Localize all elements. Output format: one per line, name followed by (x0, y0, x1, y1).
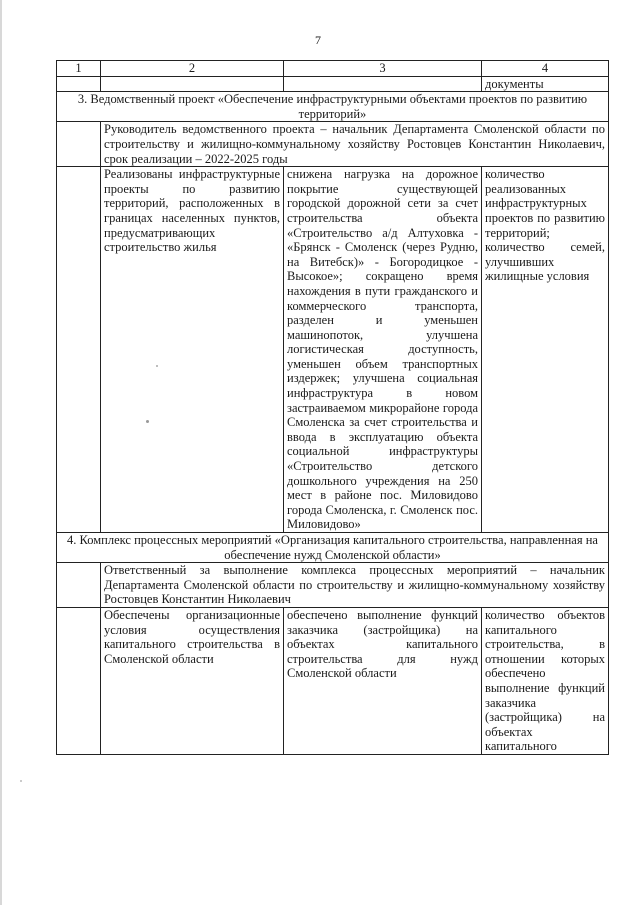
section-3-content-row (57, 167, 609, 533)
section-4-responsible: Ответственный за выполнение комплекса процессных мероприятий – начальник Департамента Смоленской области по строительству и жилищно-коммунальному хозяйству Ростовцев Константин Николаевич (101, 563, 609, 608)
section-4-title-row (57, 533, 609, 563)
section-4-responsible-row (57, 563, 609, 608)
continuation-row (57, 76, 609, 92)
cell-empty (57, 607, 101, 754)
section-4-task: Обеспечены организационные условия осуществления капитального строительства в Смоленской области (101, 607, 284, 754)
section-3-leader-row (57, 122, 609, 167)
header-col-4: 4 (482, 61, 609, 77)
header-col-2: 2 (101, 61, 284, 77)
table-header-row (57, 61, 609, 77)
cell-empty (57, 122, 101, 167)
section-3-title: 3. Ведомственный проект «Обеспечение инфраструктурными объектами проектов по развитию территорий» (57, 92, 609, 122)
section-4-title: 4. Комплекс процессных мероприятий «Организация капитального строительства, направленная на обеспечение нужд Смоленской области» (57, 533, 609, 563)
structure-table (56, 60, 609, 755)
section-3-task: Реализованы инфраструктурные проекты по развитию территорий, расположенных в границах населенных пунктов, предусматривающих строительство жилья (101, 167, 284, 533)
continuation-text: документы (482, 76, 609, 92)
section-3-title-row (57, 92, 609, 122)
section-3-leader: Руководитель ведомственного проекта – начальник Департамента Смоленской области по строительству и жилищно-коммунальному хозяйству Ростовцев Константин Николаевич, срок реализации – 2022-2025 годы (101, 122, 609, 167)
cell-empty (57, 76, 101, 92)
header-col-1: 1 (57, 61, 101, 77)
section-4-content-row (57, 607, 609, 754)
section-4-indicator: количество объектов капитального строительства, в отношении которых обеспечено выполнение функций заказчика (застройщика) на объектах капитального (482, 607, 609, 754)
cell-empty (57, 167, 101, 533)
section-3-effect: снижена нагрузка на дорожное покрытие существующей городской дорожной сети за счет строительства объекта «Строительство а/д Алтуховка - «Брянск - Смоленск (через Рудню, на Витебск)» - Богородицкое - Высокое»; сокращено время нахождения в пути гражданского и коммерческого транспорта, разделен и уменьшен машинопоток, улучшена логистическая доступность, уменьшен объем транспортных издержек; улучшена социальная инфраструктура в новом застраиваемом микрорайоне города Смоленска за счет строительства и ввода в эксплуатацию объекта социальной инфраструктуры «Строительство детского дошкольного учреждения на 250 мест в районе пос. Миловидово города Смоленска, г. Смоленск пос. Миловидово» (284, 167, 482, 533)
section-4-effect: обеспечено выполнение функций заказчика (застройщика) на объектах капитального строительства для нужд Смоленской области (284, 607, 482, 754)
section-3-indicator: количество реализованных инфраструктурных проектов по развитию территорий; количество семей, улучшивших жилищные условия (482, 167, 609, 533)
header-col-3: 3 (284, 61, 482, 77)
cell-empty (284, 76, 482, 92)
scan-dot (20, 780, 22, 782)
page-number: 7 (315, 33, 321, 47)
cell-empty (57, 563, 101, 608)
cell-empty (101, 76, 284, 92)
scan-edge (0, 0, 2, 905)
